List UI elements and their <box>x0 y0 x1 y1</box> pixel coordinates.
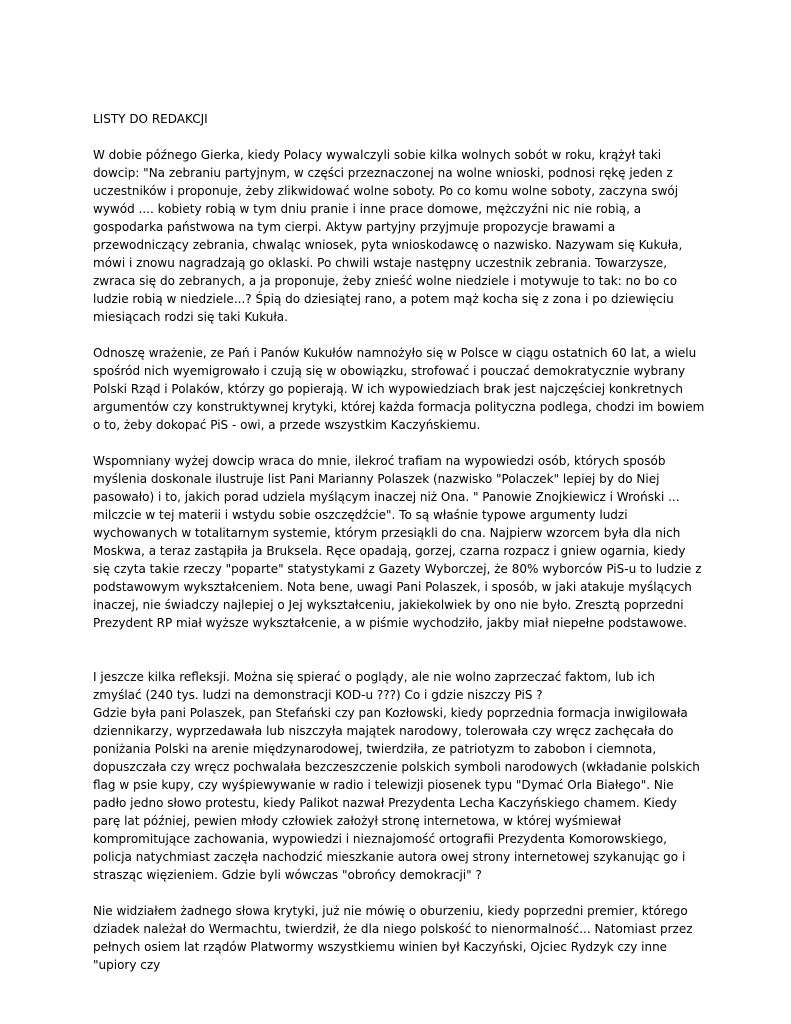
paragraph-5: Gdzie była pani Polaszek, pan Stefański czy pan Kozłowski, kiedy poprzednia formacja inwigilowała dziennikarzy, wyprzedawała lub niszczyła majątek narodowy, tolerowała czy wręcz zachęcała do poniżania Polski na arenie międzynarodowej, twierdziła, ze patriotyzm to zabobon i ciemnota, dopuszczała czy wręcz pochwalała bezczeszczenie polskich symboli narodowych (wkładanie polskich flag w psie kupy, czy wyśpiewywanie w radio i telewizji piosenek typu "Dymać Orla Białego". Nie padło jedno słowo protestu, kiedy Palikot nazwał Prezydenta Lecha Kaczyńskiego chamem. Kiedy parę lat później, pewien młody człowiek założył stronę internetowa, w której wyśmiewał kompromitujące zachowania, wypowiedzi i nieznajomość ortografii Prezydenta Komorowskiego, policja natychmiast zaczęła nachodzić mieszkanie autora owej strony internetowej szykanując go i strasząc więzieniem. Gdzie byli wówczas "obrońcy demokracji" ? <box>93 706 700 882</box>
paragraph-4: I jeszcze kilka refleksji. Można się spierać o poglądy, ale nie wolno zaprzeczać faktom, lub ich zmyślać (240 tys. ludzi na demonstracji KOD-u ???) Co i gdzie niszczy PiS ? <box>93 670 655 702</box>
paragraph-spacer <box>93 326 705 344</box>
paragraph-3: Wspomniany wyżej dowcip wraca do mnie, ilekroć trafiam na wypowiedzi osób, których sposób myślenia doskonale ilustruje list Pani Marianny Polaszek (nazwisko "Polaczek" lepiej by do Niej pasowało) i to, jakich porad udziela myślącym inaczej niż Ona. " Panowie Znojkiewicz i Wroński ... milczcie w tej materii i wstydu sobie oszczędźcie". To są właśnie typowe argumenty ludzi wychowanych w totalitarnym systemie, którym przesiąkli do cna. Najpierw wzorcem była dla nich Moskwa, a teraz zastąpiła ja Bruksela. Ręce opadają, gorzej, czarna rozpacz i gniew ogarnia, kiedy się czyta takie rzeczy "poparte" statystykami z Gazety Wyborczej, że 80% wyborców PiS-u to ludzie z podstawowym wykształceniem. Nota bene, uwagi Pani Polaszek, i sposób, w jaki atakuje myślących inaczej, nie świadczy najlepiej o Jej wykształceniu, jakiekolwiek by ono nie było. Zresztą poprzedni Prezydent RP miał wyższe wykształcenie, a w piśmie wychodziło, jakby miał niepełne podstawowe. <box>93 454 702 630</box>
paragraph-spacer <box>93 632 705 668</box>
paragraph-1: W dobie późnego Gierka, kiedy Polacy wywalczyli sobie kilka wolnych sobót w roku, krążył taki dowcip: "Na zebraniu partyjnym, w części przeznaczonej na wolne wnioski, podnosi rękę jeden z uczestników i proponuje, żeby zlikwidować wolne soboty. Po co komu wolne soboty, zaczyna swój wywód .... kobiety robią w tym dniu pranie i inne prace domowe, mężczyźni nic nie robią, a gospodarka państwowa na tym cierpi. Aktyw partyjny przyjmuje propozycje brawami a przewodniczący zebrania, chwaląc wniosek, pyta wnioskodawcę o nazwisko. Nazywam się Kukuła, mówi i znowu nagradzają go oklaski. Po chwili wstaje następny uczestnik zebrania. Towarzysze, zwraca się do zebranych, a ja proponuje, żeby znieść wolne niedziele i motywuje to tak: no bo co ludzie robią w niedziele...? Śpią do dziesiątej rano, a potem mąż kocha się z zona i po dziewięciu miesiącach rodzi się taki Kukuła. <box>93 148 683 324</box>
letter-body <box>93 110 705 974</box>
paragraph-2: Odnoszę wrażenie, ze Pań i Panów Kukułów namnożyło się w Polsce w ciągu ostatnich 60 lat, a wielu spośród nich wyemigrowało i czują się w obowiązku, strofować i pouczać demokratycznie wybrany Polski Rząd i Polaków, którzy go popierają. W ich wypowiedziach brak jest najczęściej konkretnych argumentów czy konstruktywnej krytyki, której każda formacja polityczna podlega, chodzi im bowiem o to, żeby dokopać PiS - owi, a przede wszystkim Kaczyńskiemu. <box>93 346 705 432</box>
paragraph-spacer <box>93 434 705 452</box>
paragraph-6: Nie widziałem żadnego słowa krytyki, już nie mówię o oburzeniu, kiedy poprzedni premier, którego dziadek należał do Wermachtu, twierdził, że dla niego polskość to nienormalność... Natomiast przez pełnych osiem lat rządów Platwormy wszystkiemu winien był Kaczyński, Ojciec Rydzyk czy inne "upiory czy <box>93 904 693 972</box>
document-title: LISTY DO REDAKCJI <box>93 112 208 126</box>
paragraph-spacer <box>93 884 705 902</box>
